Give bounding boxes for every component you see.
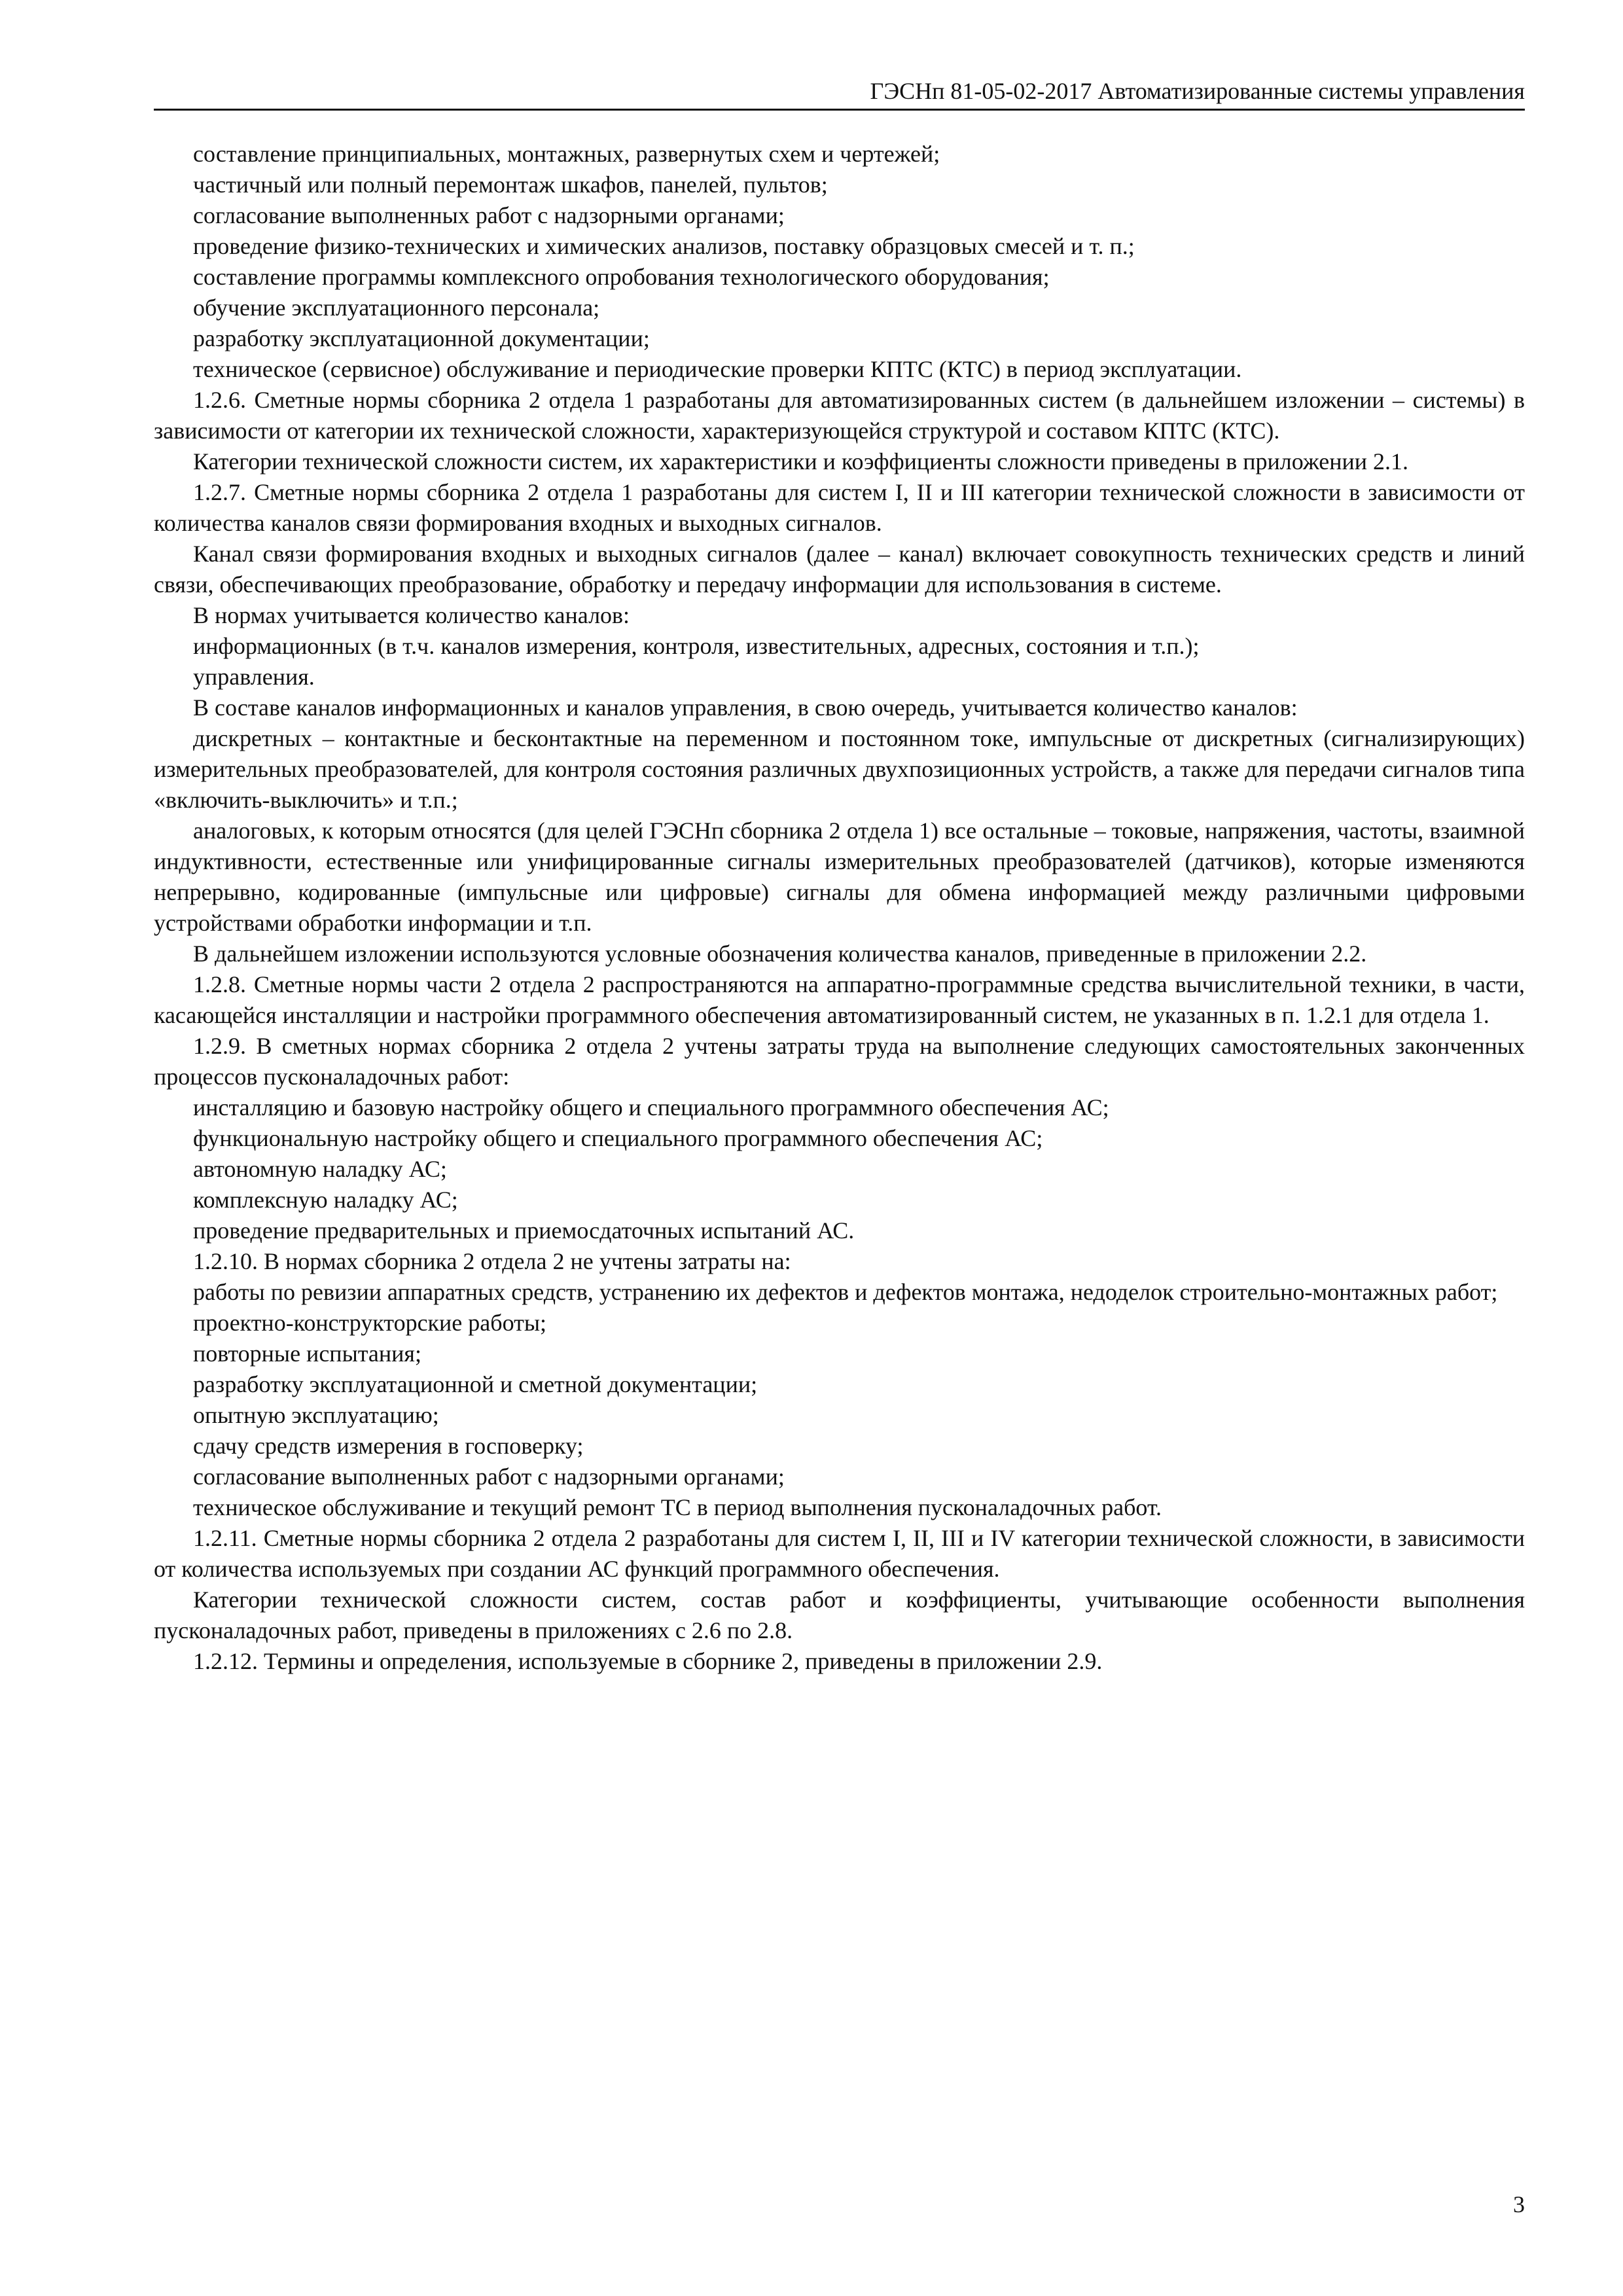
paragraph: 1.2.7. Сметные нормы сборника 2 отдела 1 разработаны для систем I, II и III категории технической сложности в зависимости от количества каналов связи формирования входных и выходных сигналов.	[154, 479, 1525, 536]
paragraph: В дальнейшем изложении используются условные обозначения количества каналов, приведенные в приложении 2.2.	[193, 941, 1367, 967]
paragraph: комплексную наладку АС;	[193, 1187, 458, 1213]
paragraph: Канал связи формирования входных и выходных сигналов (далее – канал) включает совокупность технических средств и линий связи, обеспечивающих преобразование, обработку и передачу информации для использования в системе.	[154, 541, 1525, 598]
paragraph: информационных (в т.ч. каналов измерения, контроля, известительных, адресных, состояния и т.п.);	[193, 633, 1200, 659]
paragraph: В нормах учитывается количество каналов:	[193, 602, 630, 628]
paragraph: инсталляцию и базовую настройку общего и специального программного обеспечения АС;	[193, 1094, 1109, 1121]
paragraph: 1.2.12. Термины и определения, используемые в сборнике 2, приведены в приложении 2.9.	[193, 1648, 1103, 1674]
paragraph: разработку эксплуатационной документации;	[193, 325, 650, 351]
paragraph: 1.2.6. Сметные нормы сборника 2 отдела 1 разработаны для автоматизированных систем (в дальнейшем изложении – системы) в зависимости от категории их технической сложности, характеризующейся структурой и составом КПТС (КТС).	[154, 387, 1525, 444]
paragraph: аналоговых, к которым относятся (для целей ГЭСНп сборника 2 отдела 1) все остальные – токовые, напряжения, частоты, взаимной индуктивности, естественные или унифицированные сигналы измерительных преобразователей (датчиков), которые изменяются непрерывно, кодированные (импульсные или цифровые) сигналы для обмена информацией между различными цифровыми устройствами обработки информации и т.п.	[154, 817, 1525, 936]
paragraph: Категории технической сложности систем, их характеристики и коэффициенты сложности приведены в приложении 2.1.	[193, 448, 1409, 475]
paragraph: повторные испытания;	[193, 1340, 421, 1367]
paragraph: управления.	[193, 664, 315, 690]
page-header	[154, 73, 1525, 111]
paragraph: проведение предварительных и приемосдаточных испытаний АС.	[193, 1217, 855, 1244]
paragraph: 1.2.8. Сметные нормы части 2 отдела 2 распространяются на аппаратно-программные средства вычислительной техники, в части, касающейся инсталляции и настройки программного обеспечения автоматизированный систем, не указанных в п. 1.2.1 для отдела 1.	[154, 971, 1525, 1028]
paragraph: частичный или полный перемонтаж шкафов, панелей, пультов;	[193, 171, 828, 198]
paragraph: сдачу средств измерения в госповерку;	[193, 1433, 584, 1459]
paragraph: техническое обслуживание и текущий ремонт ТС в период выполнения пусконаладочных работ.	[193, 1494, 1162, 1520]
paragraph: разработку эксплуатационной и сметной документации;	[193, 1371, 758, 1397]
paragraph: работы по ревизии аппаратных средств, устранению их дефектов и дефектов монтажа, недоделок строительно-монтажных работ;	[193, 1279, 1498, 1305]
paragraph: функциональную настройку общего и специального программного обеспечения АС;	[193, 1125, 1043, 1151]
paragraph: В составе каналов информационных и каналов управления, в свою очередь, учитывается количество каналов:	[193, 694, 1298, 721]
page-body	[154, 139, 1525, 1677]
document-title: ГЭСНп 81-05-02-2017 Автоматизированные системы управления	[870, 78, 1525, 104]
paragraph: проведение физико-технических и химических анализов, поставку образцовых смесей и т. п.;	[193, 233, 1135, 259]
paragraph: согласование выполненных работ с надзорными органами;	[193, 1463, 785, 1490]
paragraph: 1.2.10. В нормах сборника 2 отдела 2 не учтены затраты на:	[193, 1248, 791, 1274]
paragraph: согласование выполненных работ с надзорными органами;	[193, 202, 785, 228]
paragraph: составление принципиальных, монтажных, развернутых схем и чертежей;	[193, 141, 940, 167]
paragraph: проектно-конструкторские работы;	[193, 1310, 547, 1336]
paragraph: автономную наладку АС;	[193, 1156, 447, 1182]
paragraph: составление программы комплексного опробования технологического оборудования;	[193, 264, 1050, 290]
paragraph: 1.2.9. В сметных нормах сборника 2 отдела 2 учтены затраты труда на выполнение следующих самостоятельных законченных процессов пусконаладочных работ:	[154, 1033, 1525, 1090]
paragraph: обучение эксплуатационного персонала;	[193, 295, 600, 321]
paragraph: техническое (сервисное) обслуживание и периодические проверки КПТС (КТС) в период эксплуатации.	[193, 356, 1242, 382]
paragraph: Категории технической сложности систем, состав работ и коэффициенты, учитывающие особенности выполнения пусконаладочных работ, приведены в приложениях с 2.6 по 2.8.	[154, 1587, 1525, 1643]
paragraph: дискретных – контактные и бесконтактные на переменном и постоянном токе, импульсные от дискретных (сигнализирующих) измерительных преобразователей, для контроля состояния различных двухпозиционных устройств, а также для передачи сигналов типа «включить-выключить» и т.п.;	[154, 725, 1525, 813]
paragraph: 1.2.11. Сметные нормы сборника 2 отдела 2 разработаны для систем I, II, III и IV категории технической сложности, в зависимости от количества используемых при создании АС функций программного обеспечения.	[154, 1525, 1525, 1582]
paragraph: опытную эксплуатацию;	[193, 1402, 439, 1428]
page-number: 3	[1513, 2191, 1525, 2217]
